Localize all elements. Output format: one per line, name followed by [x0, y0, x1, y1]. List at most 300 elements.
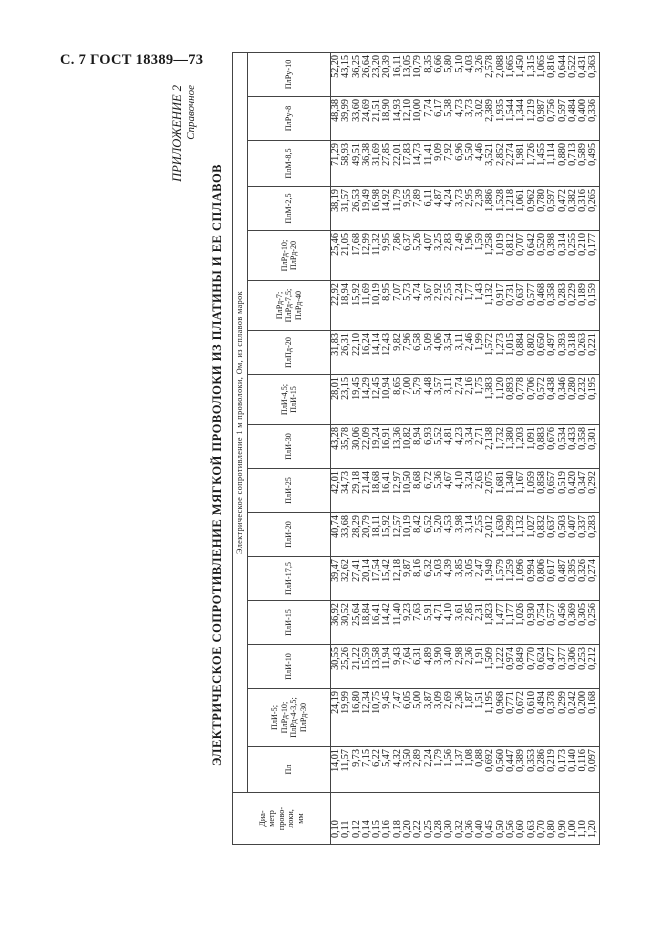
resistance-value: 1,56 — [443, 749, 455, 767]
resistance-value: 1,019 — [494, 233, 506, 256]
resistance-value: 1,59 — [474, 233, 486, 251]
resistance-value: 38,19 — [330, 189, 341, 212]
resistance-value: 0,880 — [556, 143, 568, 166]
diameter-value: 0,10 — [330, 820, 341, 838]
resistance-value: 2,83 — [443, 233, 455, 251]
resistance-value: 1,477 — [494, 603, 506, 626]
resistance-value: 0,219 — [546, 749, 558, 772]
resistance-value: 0,377 — [556, 647, 568, 670]
resistance-value: 0,389 — [515, 749, 527, 772]
resistance-value: 0,812 — [505, 233, 517, 256]
resistance-value: 4,06 — [432, 333, 444, 351]
resistance-value: 0,930 — [525, 603, 537, 626]
resistance-value: 0,974 — [505, 647, 517, 670]
resistance-value: 1,43 — [474, 283, 486, 301]
resistance-value: 0,210 — [577, 233, 589, 256]
resistance-value: 11,41 — [422, 143, 434, 166]
resistance-value: 0,849 — [515, 647, 527, 670]
resistance-value: 3,87 — [422, 691, 434, 709]
resistance-value: 3,11 — [443, 377, 455, 395]
resistance-value: 0,318 — [566, 333, 578, 356]
diameter-column — [331, 793, 600, 845]
resistance-value: 2,852 — [494, 143, 506, 166]
resistance-value: 1,579 — [494, 559, 506, 582]
resistance-value: 1,059 — [525, 471, 537, 494]
resistance-value: 12,57 — [391, 515, 403, 538]
resistance-value: 10,19 — [402, 515, 414, 538]
resistance-value: 1,114 — [546, 143, 558, 166]
diameter-value: 1,00 — [566, 820, 578, 838]
resistance-value: 0,754 — [535, 603, 547, 626]
diameter-value: 0,70 — [535, 820, 547, 838]
resistance-value: 17,83 — [402, 143, 414, 166]
resistance-value: 3,98 — [453, 515, 465, 533]
resistance-value: 1,572 — [484, 333, 496, 356]
resistance-value: 7,64 — [402, 647, 414, 665]
resistance-value: 0,438 — [546, 377, 558, 400]
resistance-value: 26,64 — [360, 54, 372, 78]
resistance-value: 8,16 — [412, 559, 424, 577]
resistance-value: 1,726 — [525, 143, 537, 166]
resistance-value: 33,60 — [350, 99, 362, 122]
alloy-column-header: ПлИ-15 — [248, 601, 331, 645]
resistance-value: 33,68 — [340, 515, 352, 538]
alloy-column-header: ПлПд-20 — [248, 331, 331, 375]
resistance-value: 0,306 — [566, 647, 578, 670]
resistance-value: 6,11 — [422, 189, 434, 207]
resistance-value: 9,82 — [391, 333, 403, 351]
resistance-value: 8,42 — [412, 515, 424, 533]
resistance-value: 11,94 — [381, 647, 393, 670]
resistance-value: 0,672 — [515, 691, 527, 714]
resistance-value: 18,68 — [371, 471, 383, 494]
resistance-value: 0,378 — [546, 691, 558, 714]
rotated-content — [170, 54, 661, 845]
resistance-value: 6,52 — [422, 515, 434, 533]
resistance-value: 12,99 — [360, 233, 372, 256]
resistance-value: 21,05 — [340, 233, 352, 256]
resistance-value: 5,50 — [463, 143, 475, 161]
resistance-value: 6,31 — [412, 647, 424, 665]
resistance-value: 14,42 — [381, 603, 393, 626]
resistance-value: 0,116 — [577, 749, 589, 772]
resistance-value: 3,40 — [443, 647, 455, 665]
resistance-value: 1,87 — [463, 691, 475, 709]
resistance-value: 10,00 — [412, 99, 424, 122]
diameter-value: 0,36 — [463, 820, 475, 838]
resistance-value: 0,468 — [535, 283, 547, 306]
resistance-column — [331, 141, 600, 187]
diameter-value: 0,12 — [350, 820, 362, 838]
resistance-value: 25,46 — [330, 233, 341, 256]
resistance-value: 0,283 — [556, 283, 568, 306]
resistance-value: 18,84 — [360, 603, 372, 626]
resistance-column — [331, 645, 600, 689]
resistance-value: 0,447 — [505, 749, 517, 772]
resistance-value: 8,35 — [422, 54, 434, 73]
resistance-value: 1,091 — [525, 427, 537, 450]
resistance-value: 0,713 — [566, 143, 578, 166]
resistance-value: 1,79 — [432, 749, 444, 767]
resistance-value: 0,229 — [566, 283, 578, 306]
resistance-value: 3,02 — [474, 99, 486, 117]
resistance-value: 0,280 — [566, 377, 578, 400]
resistance-value: 0,212 — [587, 647, 599, 670]
resistance-value: 2,55 — [443, 283, 455, 301]
resistance-value: 0,346 — [556, 377, 568, 400]
resistance-column — [331, 513, 600, 557]
resistance-value: 39,47 — [330, 559, 341, 582]
resistance-value: 10,19 — [371, 283, 383, 306]
resistance-value: 0,962 — [525, 189, 537, 212]
alloy-column-header: ПлИ-5; ПлРд-10; ПлРд-4-3,5; ПлРд-30 — [248, 689, 331, 747]
diameter-value: 0,11 — [340, 820, 352, 838]
resistance-value: 0,326 — [577, 559, 589, 582]
resistance-value: 20,79 — [360, 515, 372, 538]
resistance-value: 14,93 — [391, 99, 403, 122]
resistance-value: 1,177 — [505, 603, 517, 626]
resistance-value: 3,57 — [432, 377, 444, 395]
resistance-value: 26,53 — [350, 189, 362, 212]
resistance-value: 4,81 — [443, 427, 455, 445]
resistance-column — [331, 281, 600, 331]
resistance-value: 3,25 — [432, 233, 444, 251]
resistance-value: 17,54 — [371, 559, 383, 582]
resistance-value: 0,778 — [515, 377, 527, 400]
resistance-value: 0,676 — [546, 427, 558, 450]
resistance-value: 9,87 — [402, 559, 414, 577]
resistance-value: 0,692 — [484, 749, 496, 772]
resistance-value: 12,43 — [381, 333, 393, 356]
resistance-value: 0,407 — [566, 515, 578, 538]
resistance-value: 28,29 — [350, 515, 362, 538]
resistance-value: 1,935 — [494, 99, 506, 122]
resistance-value: 0,780 — [535, 189, 547, 212]
resistance-value: 15,59 — [360, 647, 372, 670]
resistance-value: 8,94 — [412, 427, 424, 445]
resistance-value: 1,222 — [494, 647, 506, 670]
resistance-value: 0,731 — [505, 283, 517, 306]
resistance-value: 2,075 — [484, 471, 496, 494]
resistance-value: 2,85 — [463, 603, 475, 621]
resistance-value: 0,097 — [587, 749, 599, 772]
resistance-value: 21,44 — [360, 471, 372, 494]
resistance-value: 1,167 — [515, 471, 527, 494]
resistance-value: 0,314 — [556, 233, 568, 256]
resistance-value: 18,94 — [340, 283, 352, 306]
alloy-column-header: Пл — [248, 747, 331, 793]
resistance-value: 2,31 — [474, 603, 486, 621]
resistance-value: 9,55 — [402, 189, 414, 207]
alloy-column-header: ПлИ-17,5 — [248, 557, 331, 601]
alloy-column-header: ПлМ-8,5 — [248, 141, 331, 187]
resistance-value: 5,79 — [412, 377, 424, 395]
resistance-value: 36,38 — [360, 143, 372, 166]
resistance-value: 21,51 — [371, 99, 383, 122]
resistance-value: 2,46 — [463, 333, 475, 351]
diameter-value: 0,63 — [525, 820, 537, 838]
resistance-value: 13,05 — [402, 54, 414, 78]
resistance-value: 1,732 — [494, 427, 506, 450]
resistance-value: 0,347 — [577, 471, 589, 494]
alloy-column-header: ПлРу-8 — [248, 97, 331, 141]
appendix-subtitle: Справочное — [185, 85, 197, 140]
resistance-value: 0,173 — [556, 749, 568, 772]
resistance-value: 3,73 — [453, 189, 465, 207]
resistance-value: 0,253 — [577, 647, 589, 670]
resistance-value: 7,63 — [412, 603, 424, 621]
document-title: ЭЛЕКТРИЧЕСКОЕ СОПРОТИВЛЕНИЕ МЯГКОЙ ПРОВОЛОКИ ИЗ ПЛАТИНЫ И ЕЕ СПЛАВОВ — [210, 163, 224, 767]
resistance-value: 4,74 — [412, 283, 424, 301]
resistance-value: 6,96 — [453, 143, 465, 161]
resistance-value: 0,456 — [556, 603, 568, 626]
resistance-value: 11,32 — [371, 233, 383, 256]
resistance-table — [232, 52, 600, 845]
resistance-value: 5,03 — [432, 559, 444, 577]
resistance-value: 0,884 — [515, 333, 527, 356]
resistance-value: 16,41 — [371, 603, 383, 626]
resistance-value: 1,91 — [474, 647, 486, 665]
resistance-value: 3,61 — [453, 603, 465, 621]
resistance-value: 1,949 — [484, 559, 496, 582]
resistance-value: 15,92 — [381, 515, 393, 538]
resistance-value: 4,24 — [443, 189, 455, 207]
diameter-value: 0,80 — [546, 820, 558, 838]
alloy-column-header: ПлИ-10 — [248, 645, 331, 689]
resistance-value: 19,24 — [371, 427, 383, 450]
resistance-value: 6,58 — [412, 333, 424, 351]
resistance-column — [331, 689, 600, 747]
resistance-value: 48,38 — [330, 99, 341, 122]
resistance-value: 10,50 — [402, 471, 414, 494]
resistance-value: 0,802 — [525, 333, 537, 356]
resistance-value: 25,64 — [350, 603, 362, 626]
resistance-value: 43,28 — [330, 427, 341, 450]
resistance-value: 3,50 — [402, 749, 414, 767]
resistance-column — [331, 231, 600, 281]
resistance-value: 0,382 — [566, 189, 578, 212]
resistance-value: 4,23 — [453, 427, 465, 445]
resistance-value: 0,770 — [525, 647, 537, 670]
resistance-value: 4,07 — [422, 233, 434, 251]
resistance-value: 16,41 — [381, 471, 393, 494]
resistance-value: 0,893 — [505, 377, 517, 400]
resistance-value: 0,495 — [587, 143, 599, 166]
resistance-value: 3,26 — [474, 54, 486, 73]
diameter-value: 0,32 — [453, 820, 465, 838]
resistance-value: 22,01 — [391, 143, 403, 166]
resistance-value: 7,00 — [402, 377, 414, 395]
resistance-value: 0,756 — [546, 99, 558, 122]
resistance-value: 22,92 — [330, 283, 341, 306]
resistance-value: 30,55 — [330, 647, 341, 670]
resistance-value: 0,707 — [515, 233, 527, 256]
resistance-value: 1,886 — [484, 189, 496, 212]
resistance-value: 5,38 — [443, 99, 455, 117]
resistance-value: 5,10 — [453, 54, 465, 73]
resistance-value: 2,39 — [474, 189, 486, 207]
resistance-value: 1,450 — [515, 54, 527, 78]
resistance-value: 14,73 — [412, 143, 424, 166]
resistance-value: 1,096 — [515, 559, 527, 582]
resistance-value: 0,577 — [525, 283, 537, 306]
resistance-value: 0,644 — [556, 54, 568, 78]
resistance-value: 1,509 — [484, 647, 496, 670]
resistance-value: 27,85 — [381, 143, 393, 166]
resistance-value: 29,18 — [350, 471, 362, 494]
resistance-value: 12,45 — [371, 377, 383, 400]
resistance-value: 0,189 — [577, 283, 589, 306]
resistance-value: 0,883 — [535, 427, 547, 450]
resistance-value: 0,657 — [546, 471, 558, 494]
resistance-value: 1,383 — [484, 377, 496, 400]
resistance-value: 7,86 — [391, 233, 403, 251]
resistance-value: 0,283 — [587, 515, 599, 538]
alloy-column-header: ПлРд-10; ПлРд-20 — [248, 231, 331, 281]
resistance-value: 2,74 — [453, 377, 465, 395]
resistance-value: 0,858 — [535, 471, 547, 494]
diameter-value: 0,18 — [391, 820, 403, 838]
resistance-column — [331, 187, 600, 231]
resistance-value: 0,650 — [535, 333, 547, 356]
resistance-value: 2,47 — [474, 559, 486, 577]
resistance-value: 0,994 — [525, 559, 537, 582]
resistance-value: 6,32 — [422, 559, 434, 577]
resistance-value: 1,120 — [494, 377, 506, 400]
resistance-value: 30,52 — [340, 603, 352, 626]
diameter-value: 0,16 — [381, 820, 393, 838]
resistance-value: 0,286 — [535, 749, 547, 772]
resistance-value: 30,06 — [350, 427, 362, 450]
resistance-value: 71,29 — [330, 143, 341, 166]
resistance-value: 52,20 — [330, 54, 341, 78]
resistance-value: 3,34 — [463, 427, 475, 445]
resistance-value: 1,061 — [515, 189, 527, 212]
resistance-value: 10,79 — [412, 54, 424, 78]
resistance-value: 15,92 — [350, 283, 362, 306]
resistance-value: 0,358 — [546, 283, 558, 306]
resistance-value: 0,624 — [535, 647, 547, 670]
resistance-value: 0,221 — [587, 333, 599, 356]
resistance-value: 0,292 — [587, 471, 599, 494]
alloy-column-header: ПлМ-2,5 — [248, 187, 331, 231]
resistance-value: 28,01 — [330, 377, 341, 400]
resistance-value: 16,80 — [350, 691, 362, 714]
resistance-value: 3,54 — [443, 333, 455, 351]
resistance-value: 20,14 — [360, 559, 372, 582]
resistance-value: 0,706 — [525, 377, 537, 400]
resistance-value: 21,22 — [350, 647, 362, 670]
resistance-value: 1,823 — [484, 603, 496, 626]
resistance-value: 18,90 — [381, 99, 393, 122]
resistance-value: 14,14 — [371, 333, 383, 356]
resistance-value: 5,52 — [432, 427, 444, 445]
resistance-value: 1,665 — [505, 54, 517, 78]
resistance-value: 0,301 — [587, 427, 599, 450]
resistance-value: 4,87 — [432, 189, 444, 207]
resistance-value: 4,53 — [443, 515, 455, 533]
resistance-value: 1,75 — [474, 377, 486, 395]
resistance-value: 11,69 — [360, 283, 372, 306]
alloy-column-header: ПлРу-10 — [248, 52, 331, 96]
resistance-value: 7,96 — [402, 333, 414, 351]
resistance-value: 0,255 — [566, 233, 578, 256]
resistance-value: 0,358 — [577, 427, 589, 450]
resistance-value: 0,159 — [587, 283, 599, 306]
resistance-value: 0,917 — [494, 283, 506, 306]
resistance-value: 0,433 — [566, 427, 578, 450]
resistance-value: 5,09 — [422, 333, 434, 351]
resistance-value: 2,24 — [453, 283, 465, 301]
resistance-value: 2,012 — [484, 515, 496, 538]
resistance-value: 0,369 — [566, 603, 578, 626]
resistance-value: 0,336 — [587, 99, 599, 122]
resistance-value: 2,55 — [474, 515, 486, 533]
resistance-value: 6,72 — [422, 471, 434, 489]
resistance-value: 1,015 — [505, 333, 517, 356]
resistance-value: 9,45 — [381, 691, 393, 709]
resistance-column — [331, 747, 600, 793]
resistance-value: 0,353 — [525, 749, 537, 772]
resistance-value: 58,93 — [340, 143, 352, 166]
resistance-value: 4,46 — [474, 143, 486, 161]
diameter-value: 0,50 — [494, 820, 506, 838]
resistance-value: 1,273 — [494, 333, 506, 356]
resistance-value: 19,45 — [350, 377, 362, 400]
resistance-value: 3,521 — [484, 143, 496, 166]
resistance-value: 1,203 — [515, 427, 527, 450]
resistance-value: 12,97 — [391, 471, 403, 494]
resistance-value: 1,065 — [535, 54, 547, 78]
resistance-value: 2,578 — [484, 54, 496, 78]
resistance-value: 2,36 — [453, 691, 465, 709]
resistance-value: 0,519 — [556, 471, 568, 494]
resistance-value: 0,195 — [587, 377, 599, 400]
resistance-value: 0,265 — [587, 189, 599, 212]
resistance-value: 2,95 — [463, 189, 475, 207]
resistance-value: 9,95 — [381, 233, 393, 251]
resistance-value: 0,617 — [546, 559, 558, 582]
resistance-value: 0,395 — [566, 559, 578, 582]
resistance-value: 0,589 — [577, 143, 589, 166]
resistance-value: 9,43 — [391, 647, 403, 665]
resistance-value: 3,05 — [463, 559, 475, 577]
resistance-value: 7,92 — [443, 143, 455, 161]
resistance-value: 0,572 — [535, 377, 547, 400]
resistance-value: 8,68 — [412, 471, 424, 489]
resistance-value: 14,01 — [330, 749, 341, 772]
resistance-value: 0,263 — [577, 333, 589, 356]
resistance-value: 7,74 — [422, 99, 434, 117]
resistance-value: 6,22 — [371, 749, 383, 767]
resistance-value: 1,132 — [515, 515, 527, 538]
diameter-value: 0,15 — [371, 820, 383, 838]
resistance-value: 42,01 — [330, 471, 341, 494]
resistance-value: 35,78 — [340, 427, 352, 450]
resistance-value: 22,10 — [350, 333, 362, 356]
resistance-value: 6,93 — [422, 427, 434, 445]
resistance-value: 5,26 — [412, 233, 424, 251]
page-header: С. 7 ГОСТ 18389—73 — [60, 52, 204, 68]
resistance-value: 1,340 — [505, 471, 517, 494]
resistance-value: 0,363 — [587, 54, 599, 78]
resistance-value: 19,49 — [360, 189, 372, 212]
resistance-value: 16,91 — [381, 427, 393, 450]
resistance-value: 0,520 — [535, 233, 547, 256]
resistance-value: 14,29 — [360, 377, 372, 400]
resistance-value: 19,99 — [340, 691, 352, 714]
diameter-value: 0,45 — [484, 820, 496, 838]
